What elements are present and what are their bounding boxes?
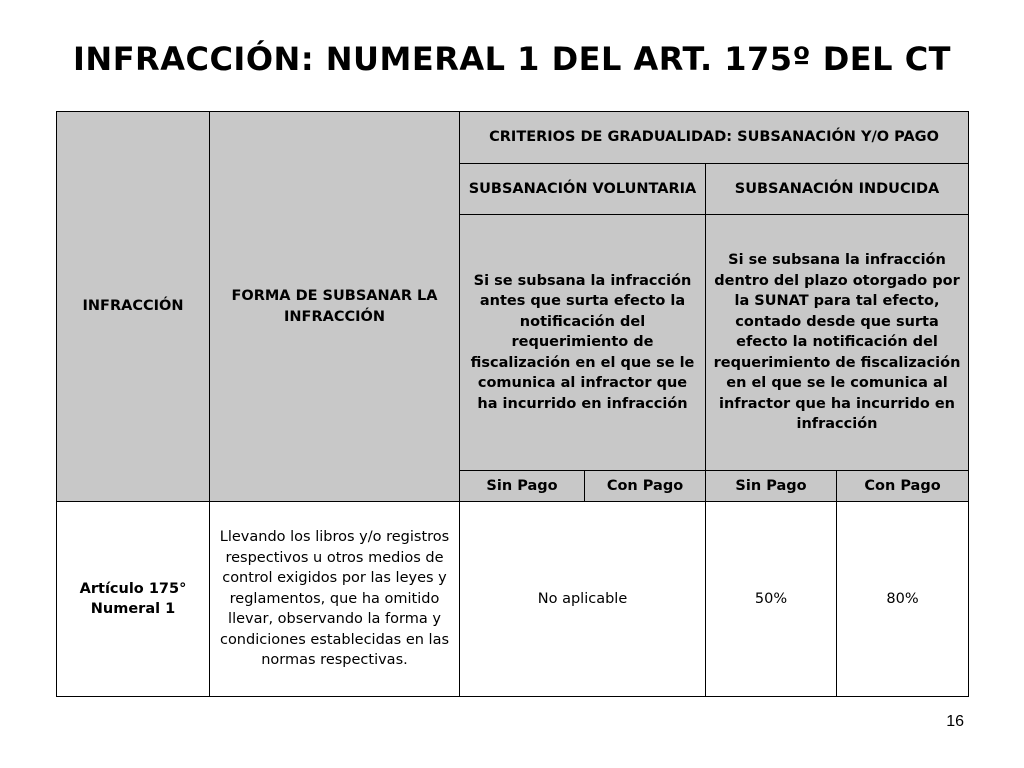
- cell-articulo: Artículo 175° Numeral 1: [57, 502, 210, 697]
- header-voluntaria-con-pago: Con Pago: [585, 471, 706, 502]
- page-number: 16: [946, 713, 964, 730]
- inducida-description: Si se subsana la infracción dentro del plazo otorgado por la SUNAT para tal efecto, contado desde que surta efecto la notificación del requerimiento de fiscalización en el que se le comunica al infractor que ha incurrido en infracción: [706, 215, 969, 471]
- cell-voluntaria-no-aplicable: No aplicable: [460, 502, 706, 697]
- slide-title: INFRACCIÓN: NUMERAL 1 DEL ART. 175º DEL CT: [73, 40, 951, 78]
- header-infraccion: INFRACCIÓN: [57, 112, 210, 502]
- cell-forma-subsanar: Llevando los libros y/o registros respectivos u otros medios de control exigidos por las leyes y reglamentos, que ha omitido llevar, observando la forma y condiciones establecidas en las normas respectivas.: [210, 502, 460, 697]
- header-criterios-gradualidad: CRITERIOS DE GRADUALIDAD: SUBSANACIÓN Y/O PAGO: [460, 112, 969, 164]
- cell-inducida-sin-pago: 50%: [706, 502, 837, 697]
- voluntaria-description: Si se subsana la infracción antes que surta efecto la notificación del requerimiento de fiscalización en el que se le comunica al infractor que ha incurrido en infracción: [460, 215, 706, 471]
- header-inducida-sin-pago: Sin Pago: [706, 471, 837, 502]
- header-subsanacion-voluntaria: SUBSANACIÓN VOLUNTARIA: [460, 164, 706, 215]
- cell-inducida-con-pago: 80%: [837, 502, 969, 697]
- header-subsanacion-inducida: SUBSANACIÓN INDUCIDA: [706, 164, 969, 215]
- header-voluntaria-sin-pago: Sin Pago: [460, 471, 585, 502]
- gradualidad-table: [56, 111, 969, 697]
- header-inducida-con-pago: Con Pago: [837, 471, 969, 502]
- header-forma-subsanar: FORMA DE SUBSANAR LA INFRACCIÓN: [210, 112, 460, 502]
